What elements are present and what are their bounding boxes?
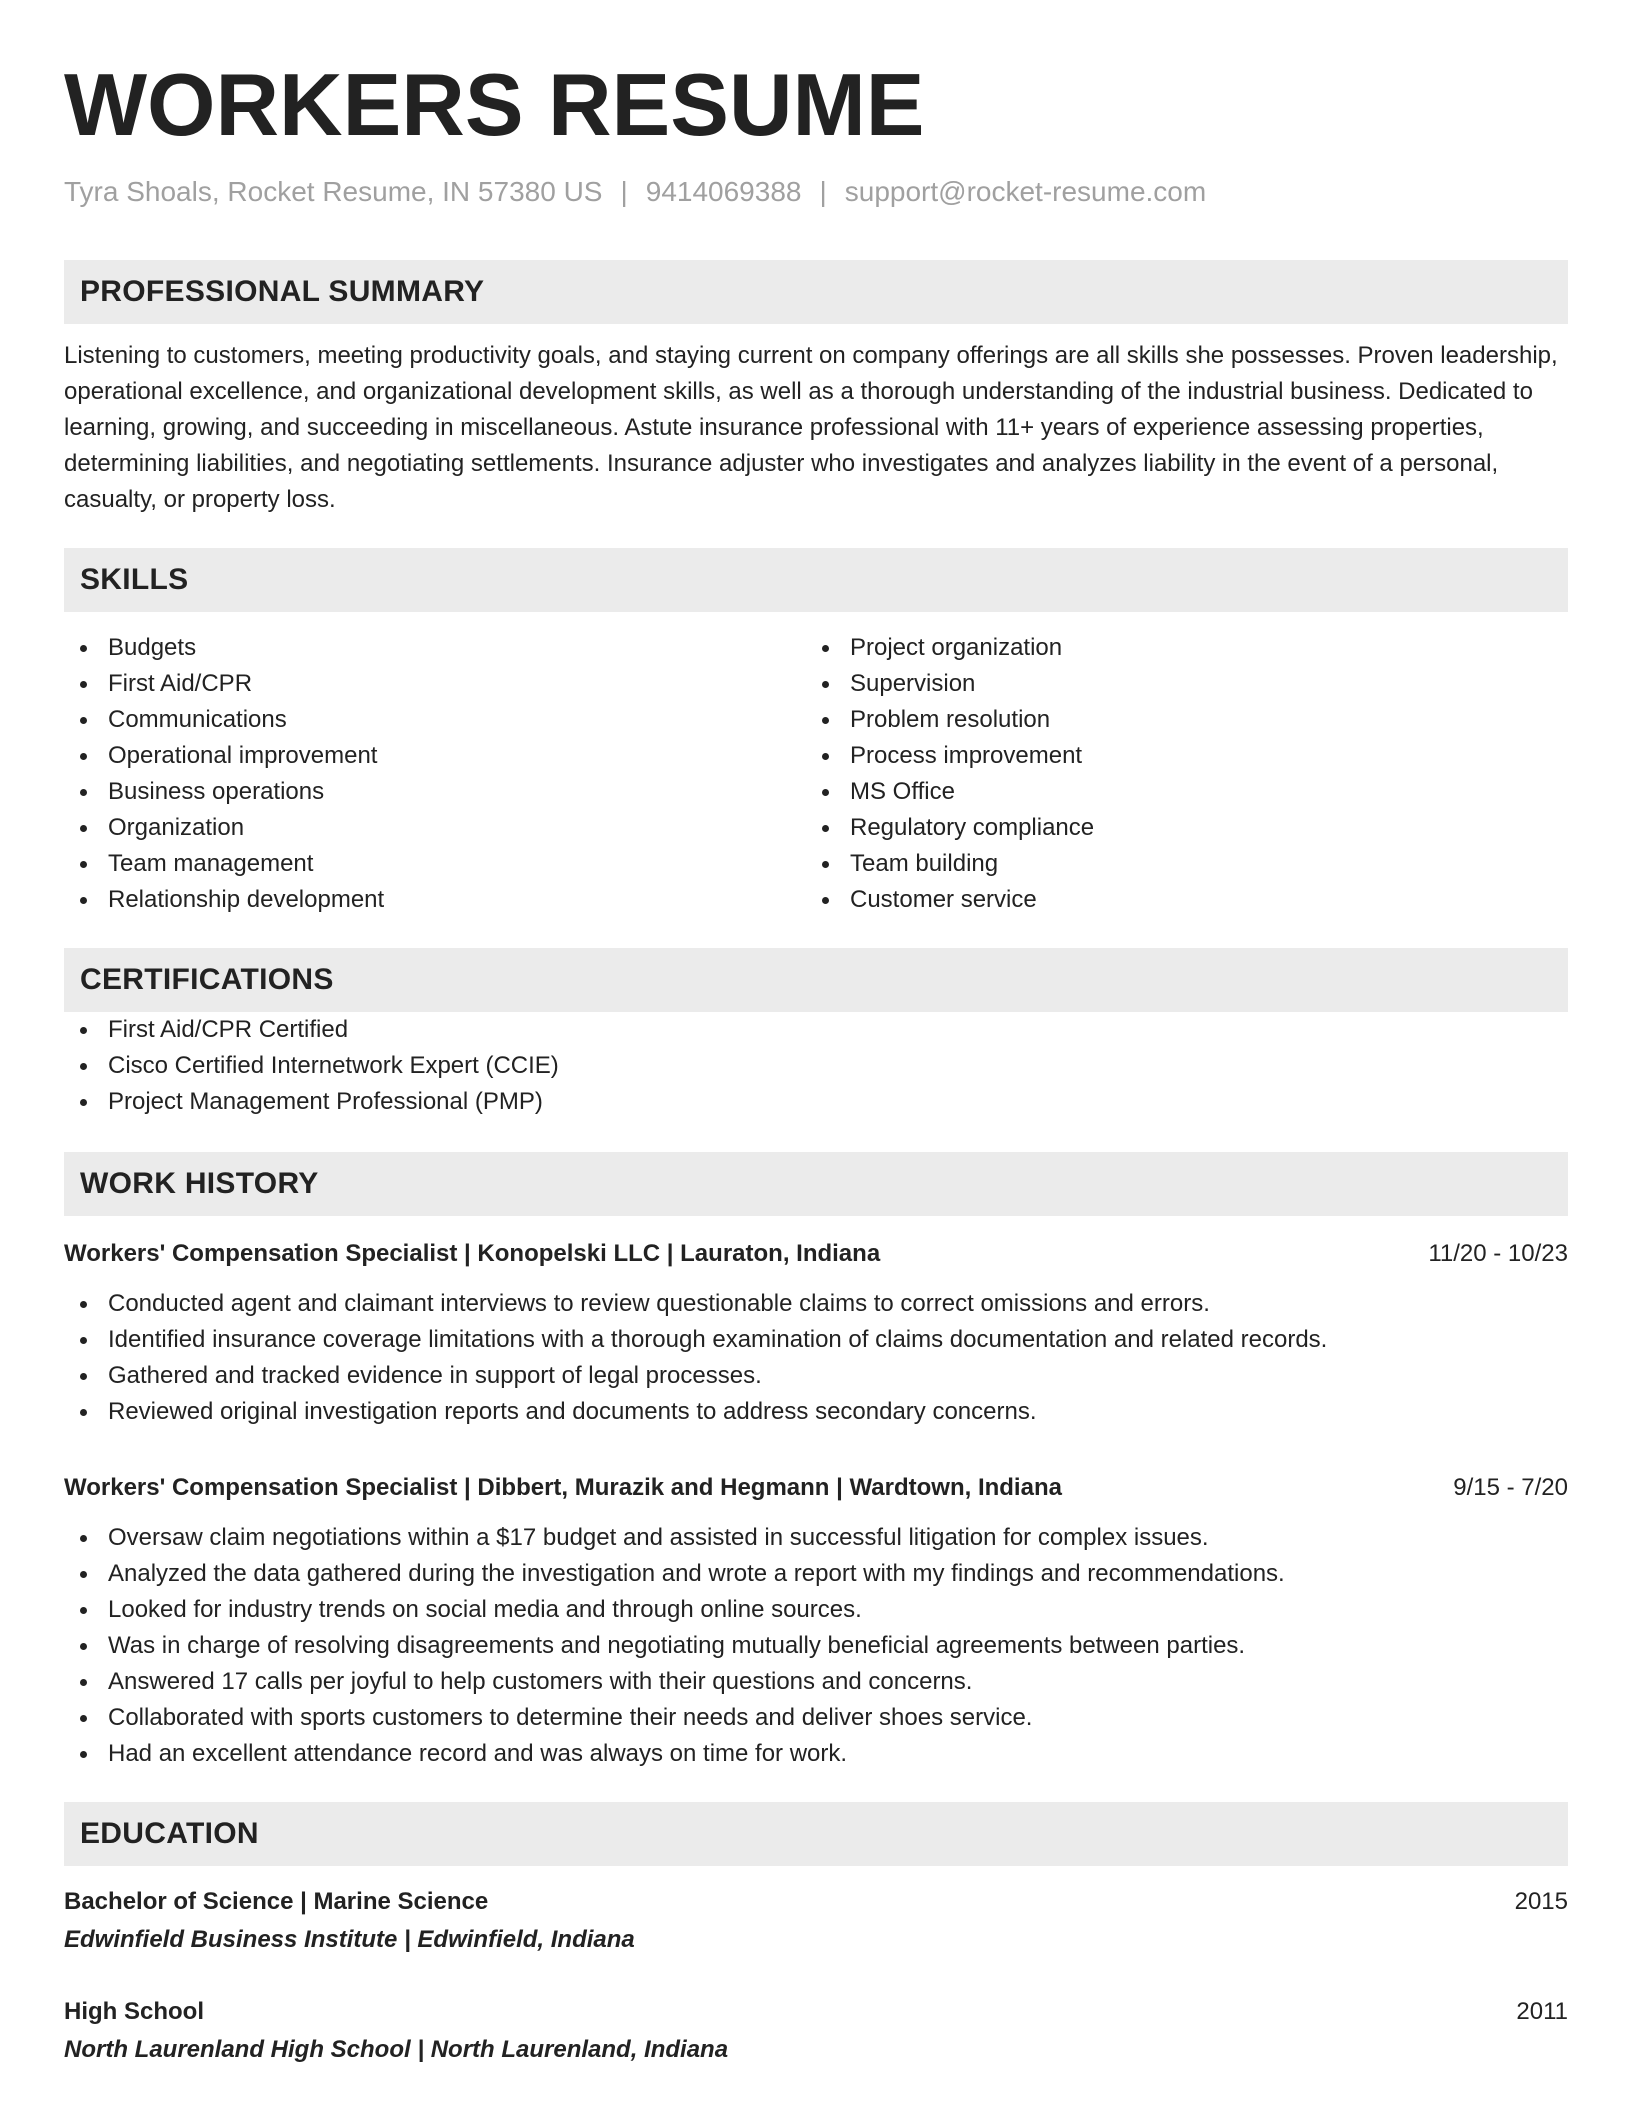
job-title: Workers' Compensation Specialist | Konopelski LLC | Lauraton, Indiana: [64, 1240, 881, 1267]
skill-item: Business operations: [64, 774, 806, 810]
contact-address: Tyra Shoals, Rocket Resume, IN 57380 US: [64, 176, 603, 207]
summary-heading: PROFESSIONAL SUMMARY: [80, 275, 485, 308]
education-entry: [64, 1994, 1568, 2068]
education-degree: High School: [64, 1998, 204, 2025]
skill-item: Budgets: [64, 630, 806, 666]
job-duty: Reviewed original investigation reports and documents to address secondary concerns.: [64, 1394, 1568, 1430]
skill-item: Team management: [64, 846, 806, 882]
certifications-heading: CERTIFICATIONS: [80, 963, 334, 996]
skills-list: [64, 630, 1568, 918]
job-duty: Looked for industry trends on social media and through online sources.: [64, 1592, 1568, 1628]
contact-phone: 9414069388: [645, 176, 802, 207]
contact-separator: |: [620, 176, 628, 207]
skill-item: Customer service: [806, 882, 1548, 918]
job-dates: 9/15 - 7/20: [1453, 1474, 1568, 1501]
skill-item: Project organization: [806, 630, 1548, 666]
skill-item: Relationship development: [64, 882, 806, 918]
education-school: Edwinfield Business Institute | Edwinfield, Indiana: [64, 1926, 635, 1953]
job-duty: Conducted agent and claimant interviews to review questionable claims to correct omissions and errors.: [64, 1286, 1568, 1322]
summary-text: Listening to customers, meeting productivity goals, and staying current on company offerings are all skills she possesses. Proven leadership, operational excellence, and organizational development skills, as well as a thorough understanding of the industrial business. Dedicated to learning, growing, and succeeding in miscellaneous. Astute insurance professional with 11+ years of experience assessing properties, determining liabilities, and negotiating settlements. Insurance adjuster who investigates and analyzes liability in the event of a personal, casualty, or property loss.: [64, 342, 1558, 513]
skill-item: Organization: [64, 810, 806, 846]
education-heading: EDUCATION: [80, 1817, 259, 1850]
job-duty: Had an excellent attendance record and was always on time for work.: [64, 1736, 1568, 1772]
job-duty: Answered 17 calls per joyful to help customers with their questions and concerns.: [64, 1664, 1568, 1700]
job-duty: Oversaw claim negotiations within a $17 budget and assisted in successful litigation for complex issues.: [64, 1520, 1568, 1556]
education-school: North Laurenland High School | North Laurenland, Indiana: [64, 2036, 729, 2063]
skill-item: Problem resolution: [806, 702, 1548, 738]
job-entry: [64, 1236, 1568, 1430]
job-duty: Collaborated with sports customers to determine their needs and deliver shoes service.: [64, 1700, 1568, 1736]
contact-separator: |: [819, 176, 827, 207]
contact-line: [64, 174, 1568, 210]
skill-item: Process improvement: [806, 738, 1548, 774]
skill-item: Regulatory compliance: [806, 810, 1548, 846]
skill-item: MS Office: [806, 774, 1548, 810]
job-duty: Analyzed the data gathered during the investigation and wrote a report with my findings and recommendations.: [64, 1556, 1568, 1592]
certification-item: Cisco Certified Internetwork Expert (CCIE): [64, 1048, 1568, 1084]
summary-section-header: [64, 260, 1568, 324]
skill-item: Supervision: [806, 666, 1548, 702]
resume-name: WORKERS RESUME: [64, 55, 925, 154]
certifications-section-header: [64, 948, 1568, 1012]
resume-page: [64, 0, 1568, 2068]
work-history-section-header: [64, 1152, 1568, 1216]
job-entry: [64, 1470, 1568, 1772]
skills-heading: SKILLS: [80, 563, 189, 596]
certification-item: First Aid/CPR Certified: [64, 1012, 1568, 1048]
contact-email: support@rocket-resume.com: [844, 176, 1207, 207]
job-duties-list: [64, 1520, 1568, 1772]
education-year: 2011: [1516, 1998, 1568, 2025]
skill-item: First Aid/CPR: [64, 666, 806, 702]
skill-item: Operational improvement: [64, 738, 806, 774]
work-history-heading: WORK HISTORY: [80, 1167, 319, 1200]
job-title: Workers' Compensation Specialist | Dibbert, Murazik and Hegmann | Wardtown, Indiana: [64, 1474, 1062, 1501]
skills-section-header: [64, 548, 1568, 612]
skills-column-right: [806, 630, 1548, 918]
certifications-list: [64, 1012, 1568, 1120]
job-duty: Was in charge of resolving disagreements and negotiating mutually beneficial agreements between parties.: [64, 1628, 1568, 1664]
education-section-header: [64, 1802, 1568, 1866]
certification-item: Project Management Professional (PMP): [64, 1084, 1568, 1120]
job-duty: Identified insurance coverage limitations with a thorough examination of claims documentation and related records.: [64, 1322, 1568, 1358]
skill-item: Communications: [64, 702, 806, 738]
job-duty: Gathered and tracked evidence in support of legal processes.: [64, 1358, 1568, 1394]
education-year: 2015: [1514, 1888, 1568, 1915]
skill-item: Team building: [806, 846, 1548, 882]
education-entry: [64, 1884, 1568, 1958]
job-duties-list: [64, 1286, 1568, 1430]
skills-column-left: [64, 630, 806, 918]
job-dates: 11/20 - 10/23: [1428, 1240, 1568, 1267]
education-degree: Bachelor of Science | Marine Science: [64, 1888, 489, 1915]
